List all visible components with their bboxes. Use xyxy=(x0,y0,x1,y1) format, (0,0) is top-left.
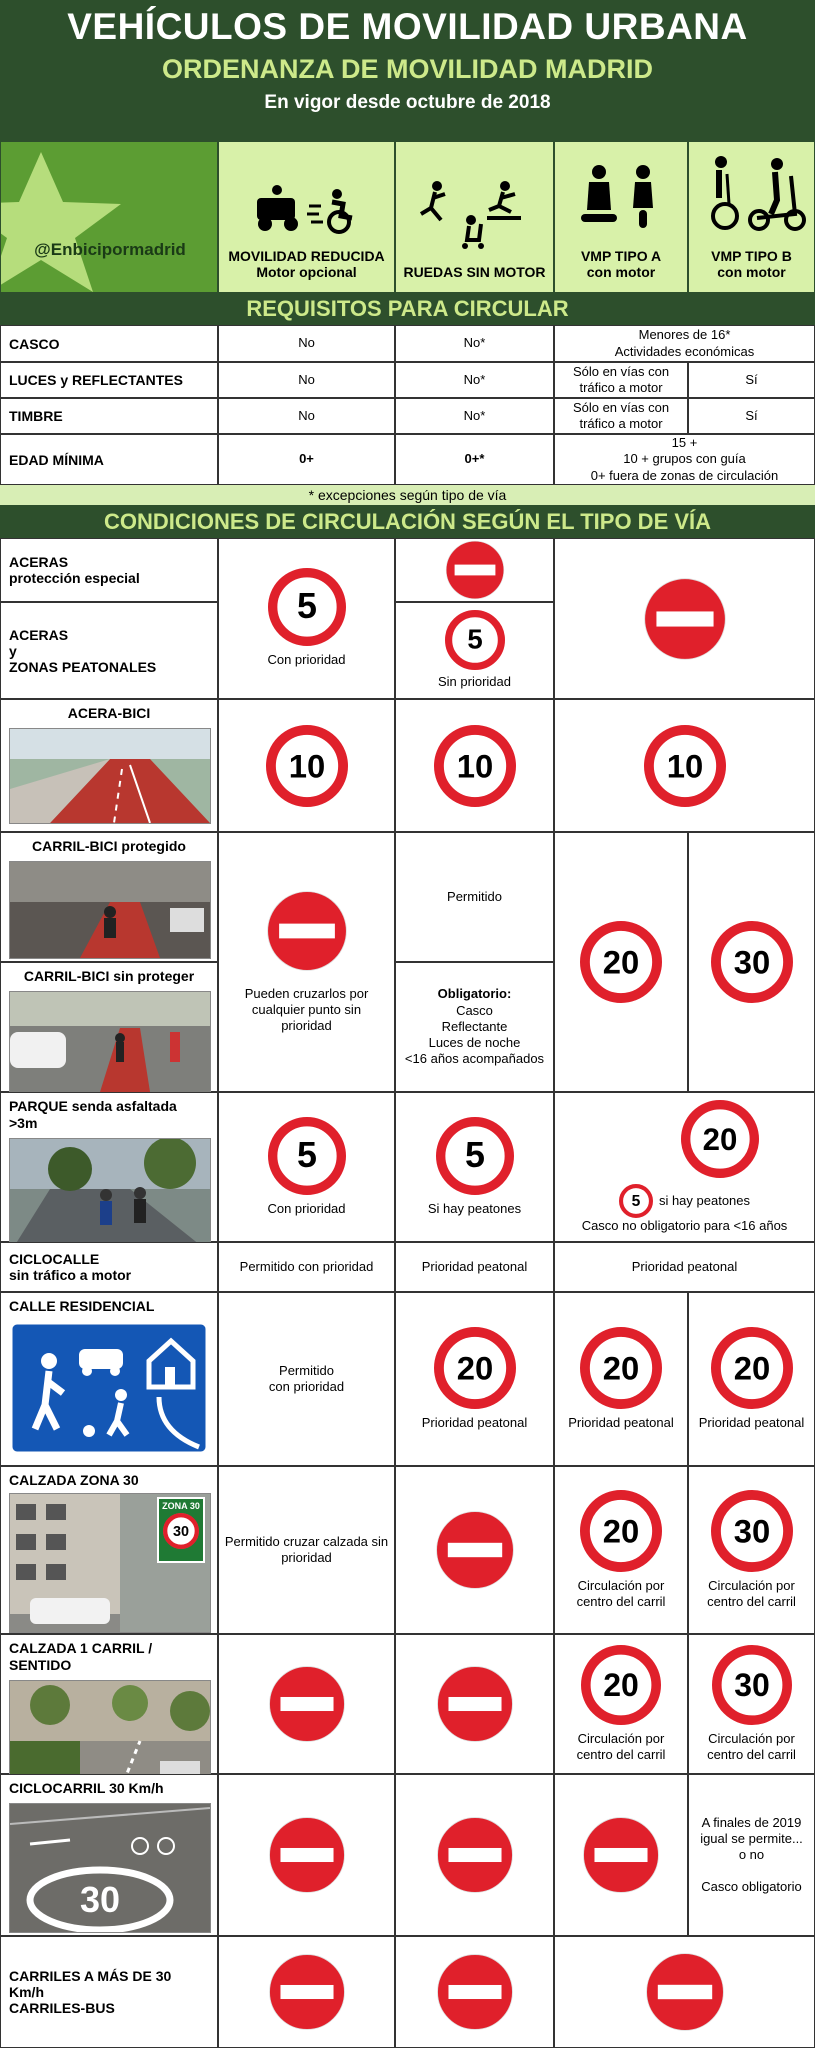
parque-photo xyxy=(9,1138,211,1254)
speed-limit-5-sign xyxy=(268,568,346,646)
aceras-zonas-rsm xyxy=(395,602,554,699)
no-entry-icon xyxy=(643,577,727,661)
speed-value: 20 xyxy=(733,1349,770,1387)
speed-limit-5-small-sign xyxy=(619,1184,653,1218)
carril-protegido-title: CARRIL-BICI protegido xyxy=(32,838,186,854)
zona30-mr-line2: prioridad xyxy=(281,1550,332,1565)
zona30-vmp-b xyxy=(688,1466,815,1634)
effective-date: En vigor desde octubre de 2018 xyxy=(264,92,551,113)
no-entry-sign xyxy=(266,890,348,972)
col-mr-subtitle: Motor opcional xyxy=(256,264,357,280)
req-casco-rsm: No* xyxy=(395,325,554,362)
aceras-proteccion-rsm xyxy=(395,538,554,602)
req-casco-vmp-line1: Menores de 16* xyxy=(638,327,731,343)
col-movilidad-reducida xyxy=(218,141,395,293)
no-entry-sign xyxy=(435,1510,515,1590)
carril-mr-line3: prioridad xyxy=(281,1018,332,1034)
no-entry-icon xyxy=(436,1953,514,2031)
carril-rsm-obligatorio xyxy=(395,962,554,1092)
aceras-rsm-text: Sin prioridad xyxy=(438,674,511,690)
ciclocalle-line1: CICLOCALLE xyxy=(9,1251,100,1267)
header xyxy=(0,0,815,141)
req-edad-vmp-line2: 10 + grupos con guía xyxy=(623,451,746,467)
speed-limit-5-sign xyxy=(268,1117,346,1195)
speed-value: 20 xyxy=(602,1349,640,1387)
zona30-rsm xyxy=(395,1466,554,1634)
no-entry-icon xyxy=(645,1952,725,2032)
speed-value: 5 xyxy=(466,623,483,655)
aceras-mr xyxy=(218,538,395,699)
req-casco-label: CASCO xyxy=(0,325,218,362)
speed-value: 30 xyxy=(733,943,770,981)
no-entry-sign xyxy=(436,1665,514,1743)
residencial-title: CALLE RESIDENCIAL xyxy=(9,1298,155,1314)
speed-limit-20-sign xyxy=(580,1327,662,1409)
parque-mr xyxy=(218,1092,395,1242)
acera-bici-photo xyxy=(9,728,211,824)
speed-value: 5 xyxy=(464,1134,485,1175)
calzada1-mr xyxy=(218,1634,395,1774)
no-entry-sign xyxy=(436,1816,514,1894)
condiciones-header: CONDICIONES DE CIRCULACIÓN SEGÚN EL TIPO DE VÍA xyxy=(0,505,815,538)
speed-value: 5 xyxy=(631,1192,641,1210)
no-entry-sign xyxy=(645,1952,725,2032)
carriles30-rsm xyxy=(395,1936,554,2048)
speed-limit-5-sign xyxy=(436,1117,514,1195)
page-subtitle: ORDENANZA DE MOVILIDAD MADRID xyxy=(162,54,653,84)
residencial-vmp-b xyxy=(688,1292,815,1466)
speed-value: 20 xyxy=(456,1349,493,1387)
req-edad-vmp xyxy=(554,434,815,485)
carril-rsm-obligatorio-item3: Luces de noche xyxy=(428,1035,521,1051)
req-timbre-vmp-b: Sí xyxy=(688,398,815,434)
speed-value: 20 xyxy=(603,1666,639,1703)
speed-value: 20 xyxy=(702,1121,737,1157)
wheelchair-scooter-icon xyxy=(247,184,367,234)
req-casco-vmp xyxy=(554,325,815,362)
zona30-label xyxy=(0,1466,218,1634)
ciclocarril-vmp-b xyxy=(688,1774,815,1936)
hoverboard-monowheel-icon xyxy=(571,164,671,234)
zona30-vmp-a-line1: Circulación por xyxy=(577,1577,665,1593)
aceras-vmp xyxy=(554,538,815,699)
no-entry-icon xyxy=(435,1510,515,1590)
no-entry-icon xyxy=(582,1816,660,1894)
ciclocalle-label xyxy=(0,1242,218,1292)
no-entry-sign xyxy=(268,1816,346,1894)
aceras-proteccion-line2: protección especial xyxy=(9,570,140,586)
ciclocarril-mr xyxy=(218,1774,395,1936)
acera-bici-rsm xyxy=(395,699,554,832)
speed-value: 10 xyxy=(666,746,703,784)
carriles30-line1: CARRILES A MÁS DE 30 Km/h xyxy=(9,1968,172,2000)
skater-icons xyxy=(415,180,535,250)
zona30-traffic-sign xyxy=(157,1497,205,1563)
residential-street-sign-icon xyxy=(9,1321,209,1455)
acera-bici-title: ACERA-BICI xyxy=(67,705,151,721)
no-entry-icon xyxy=(445,540,505,600)
zona30-vmp-b-line1: Circulación por xyxy=(708,1577,795,1593)
acera-bici-vmp xyxy=(554,699,815,832)
calzada1-vmp-b-line1: Circulación por xyxy=(708,1730,795,1746)
no-entry-sign xyxy=(643,577,727,661)
ciclocarril-photo xyxy=(9,1803,211,1933)
brand-handle: @Enbicipormadrid xyxy=(34,240,186,259)
parque-vmp-text: si hay peatones xyxy=(658,1192,751,1208)
col-vmp-b-subtitle: con motor xyxy=(717,264,786,280)
speed-value: 30 xyxy=(733,1666,770,1703)
col-vmp-b-title: VMP TIPO B xyxy=(711,248,792,264)
carril-vmp-a xyxy=(554,832,688,1092)
speed-limit-10-sign xyxy=(644,725,726,807)
segway-scooter-icon xyxy=(697,154,807,234)
acera-bici-mr xyxy=(218,699,395,832)
ciclocarril-vmp-b-line1: A finales de 2019 xyxy=(701,1814,802,1830)
calzada1-vmp-a-line1: Circulación por xyxy=(577,1730,665,1746)
parque-rsm xyxy=(395,1092,554,1242)
no-entry-icon xyxy=(436,1665,514,1743)
calzada1-label xyxy=(0,1634,218,1774)
carril-vmp-b xyxy=(688,832,815,1092)
aceras-zonas-line1: ACERAS xyxy=(9,626,69,643)
parque-mr-text: Con prioridad xyxy=(267,1200,346,1216)
speed-value: 30 xyxy=(172,1523,190,1540)
no-entry-sign xyxy=(268,1953,346,2031)
carril-rsm-obligatorio-title: Obligatorio: xyxy=(437,986,512,1002)
carriles30-label xyxy=(0,1936,218,2048)
speed-limit-10-sign xyxy=(266,725,348,807)
carril-sin-proteger-photo xyxy=(9,991,211,1093)
residencial-vmp-b-text: Prioridad peatonal xyxy=(698,1414,805,1430)
req-edad-mr: 0+ xyxy=(218,434,395,485)
star-logo-icon xyxy=(1,142,218,293)
parque-vmp xyxy=(554,1092,815,1242)
no-entry-sign xyxy=(268,1665,346,1743)
speed-limit-20-sign xyxy=(711,1327,793,1409)
ciclocarril-vmp-a xyxy=(554,1774,688,1936)
no-entry-sign xyxy=(582,1816,660,1894)
no-entry-icon xyxy=(266,890,348,972)
speed-value: 20 xyxy=(602,943,640,981)
col-vmp-a-subtitle: con motor xyxy=(586,264,656,280)
req-luces-vmp-b: Sí xyxy=(688,362,815,398)
no-entry-icon xyxy=(268,1953,346,2031)
req-timbre-vmp-a-line1: Sólo en vías con xyxy=(572,399,670,415)
carriles30-line2: CARRILES-BUS xyxy=(9,2000,115,2016)
col-mr-title: MOVILIDAD REDUCIDA xyxy=(228,248,385,264)
zona30-title: CALZADA ZONA 30 xyxy=(9,1472,139,1488)
carril-sin-proteger-title: CARRIL-BICI sin proteger xyxy=(23,968,195,984)
speed-value: 10 xyxy=(456,746,493,784)
residencial-rsm xyxy=(395,1292,554,1466)
speed-limit-5-sign xyxy=(445,610,505,670)
req-casco-vmp-line2: Actividades económicas xyxy=(614,343,755,359)
col-rsm-title: RUEDAS SIN MOTOR xyxy=(403,264,546,280)
no-entry-icon xyxy=(268,1665,346,1743)
residencial-rsm-text: Prioridad peatonal xyxy=(421,1414,528,1430)
zona30-vmp-a xyxy=(554,1466,688,1634)
speed-value: 5 xyxy=(296,586,317,627)
ciclocalle-vmp: Prioridad peatonal xyxy=(554,1242,815,1292)
no-entry-icon xyxy=(268,1816,346,1894)
speed-value: 10 xyxy=(288,746,325,784)
calzada1-vmp-b xyxy=(688,1634,815,1774)
speed-limit-20-sign xyxy=(580,1490,662,1572)
ciclocalle-rsm: Prioridad peatonal xyxy=(395,1242,554,1292)
req-edad-rsm: 0+* xyxy=(395,434,554,485)
ciclocalle-mr: Permitido con prioridad xyxy=(218,1242,395,1292)
zona30-vmp-b-line2: centro del carril xyxy=(707,1594,796,1609)
req-timbre-vmp-a-line2: tráfico a motor xyxy=(579,416,663,431)
speed-limit-20-sign xyxy=(681,1100,759,1178)
ciclocarril-rsm xyxy=(395,1774,554,1936)
carriles30-vmp xyxy=(554,1936,815,2048)
carril-protegido-label xyxy=(0,832,218,962)
speed-limit-20-sign xyxy=(581,1645,661,1725)
ciclocalle-line2: sin tráfico a motor xyxy=(9,1267,132,1283)
speed-limit-30-sign xyxy=(711,1490,793,1572)
req-edad-vmp-line1: 15 + xyxy=(671,435,698,451)
residencial-label xyxy=(0,1292,218,1466)
ciclocarril-title: CICLOCARRIL 30 Km/h xyxy=(9,1780,164,1796)
req-luces-vmp-a xyxy=(554,362,688,398)
brand-cell xyxy=(0,141,218,293)
calzada1-vmp-a xyxy=(554,1634,688,1774)
parque-title: PARQUE senda asfaltada >3m xyxy=(9,1098,177,1131)
req-timbre-vmp-a xyxy=(554,398,688,434)
req-luces-label: LUCES y REFLECTANTES xyxy=(0,362,218,398)
req-timbre-mr: No xyxy=(218,398,395,434)
req-edad-vmp-line3: 0+ fuera de zonas de circulación xyxy=(590,467,779,483)
requisitos-footnote: * excepciones según tipo de vía xyxy=(0,485,815,505)
zona30-photo xyxy=(9,1493,209,1631)
req-luces-vmp-a-line1: Sólo en vías con xyxy=(572,363,670,379)
speed-value: 20 xyxy=(602,1512,640,1550)
aceras-zonas-line2: y xyxy=(9,642,17,659)
ciclocarril-label xyxy=(0,1774,218,1936)
carril-mr-line2: cualquier punto sin xyxy=(251,1001,362,1017)
col-vmp-b xyxy=(688,141,815,293)
carril-rsm-obligatorio-item2: Reflectante xyxy=(441,1018,508,1034)
residencial-mr-line1: Permitido xyxy=(279,1362,334,1378)
aceras-proteccion-line1: ACERAS xyxy=(9,554,69,570)
no-entry-icon xyxy=(436,1816,514,1894)
carriles30-mr xyxy=(218,1936,395,2048)
speed-value: 5 xyxy=(296,1134,317,1175)
residencial-vmp-a-text: Prioridad peatonal xyxy=(568,1414,674,1430)
ciclocarril-vmp-b-casco: Casco obligatorio xyxy=(701,1879,802,1895)
residencial-mr xyxy=(218,1292,395,1466)
carril-sin-proteger-label xyxy=(0,962,218,1092)
calzada1-title: CALZADA 1 CARRIL / SENTIDO xyxy=(9,1640,153,1673)
no-entry-sign xyxy=(445,540,505,600)
aceras-mr-text: Con prioridad xyxy=(267,652,346,668)
speed-limit-30-sign xyxy=(712,1645,792,1725)
calzada1-rsm xyxy=(395,1634,554,1774)
req-timbre-label: TIMBRE xyxy=(0,398,218,434)
req-casco-mr: No xyxy=(218,325,395,362)
col-vmp-a-title: VMP TIPO A xyxy=(580,248,662,264)
parque-vmp-casco-note: Casco no obligatorio para <16 años xyxy=(581,1217,788,1233)
residencial-vmp-a xyxy=(554,1292,688,1466)
carril-protegido-photo xyxy=(9,861,211,959)
carril-rsm-obligatorio-item4: <16 años acompañados xyxy=(404,1051,545,1067)
speed-limit-30-sign xyxy=(159,1513,203,1549)
ciclocarril-vmp-b-line2: igual se permite... xyxy=(700,1830,803,1846)
carril-mr-line1: Pueden cruzarlos por xyxy=(244,985,369,1001)
speed-limit-10-sign xyxy=(434,725,516,807)
col-ruedas-sin-motor xyxy=(395,141,554,293)
req-timbre-rsm: No* xyxy=(395,398,554,434)
ciclocarril-road-speed: 30 xyxy=(79,1878,121,1920)
parque-label xyxy=(0,1092,218,1242)
aceras-zonas-line3: ZONAS PEATONALES xyxy=(9,658,157,675)
requisitos-header: REQUISITOS PARA CIRCULAR xyxy=(0,293,815,325)
aceras-proteccion-label xyxy=(0,538,218,602)
carril-rsm-permitido: Permitido xyxy=(395,832,554,962)
zona30-mr-line1: Permitido cruzar calzada sin xyxy=(224,1533,389,1549)
residencial-mr-line2: con prioridad xyxy=(268,1379,345,1394)
acera-bici-label xyxy=(0,699,218,832)
aceras-zonas-label xyxy=(0,602,218,699)
speed-limit-20-sign xyxy=(434,1327,516,1409)
req-luces-rsm: No* xyxy=(395,362,554,398)
speed-value: 30 xyxy=(733,1512,770,1550)
req-edad-label: EDAD MÍNIMA xyxy=(0,434,218,485)
calzada1-vmp-a-line2: centro del carril xyxy=(576,1747,666,1762)
col-vmp-a xyxy=(554,141,688,293)
page-title: VEHÍCULOS DE MOVILIDAD URBANA xyxy=(67,6,748,47)
speed-limit-20-sign xyxy=(580,921,662,1003)
parque-rsm-text: Si hay peatones xyxy=(427,1200,522,1216)
zona30-sign-text: ZONA 30 xyxy=(162,1500,200,1511)
carril-mr xyxy=(218,832,395,1092)
no-entry-sign xyxy=(436,1953,514,2031)
req-luces-vmp-a-line2: tráfico a motor xyxy=(579,380,663,395)
zona30-vmp-a-line2: centro del carril xyxy=(576,1594,666,1609)
speed-limit-30-sign xyxy=(711,921,793,1003)
req-luces-mr: No xyxy=(218,362,395,398)
zona30-mr xyxy=(218,1466,395,1634)
calzada1-vmp-b-line2: centro del carril xyxy=(707,1747,796,1762)
ciclocarril-vmp-b-line3: o no xyxy=(738,1847,765,1862)
carril-rsm-obligatorio-item1: Casco xyxy=(456,1002,493,1018)
